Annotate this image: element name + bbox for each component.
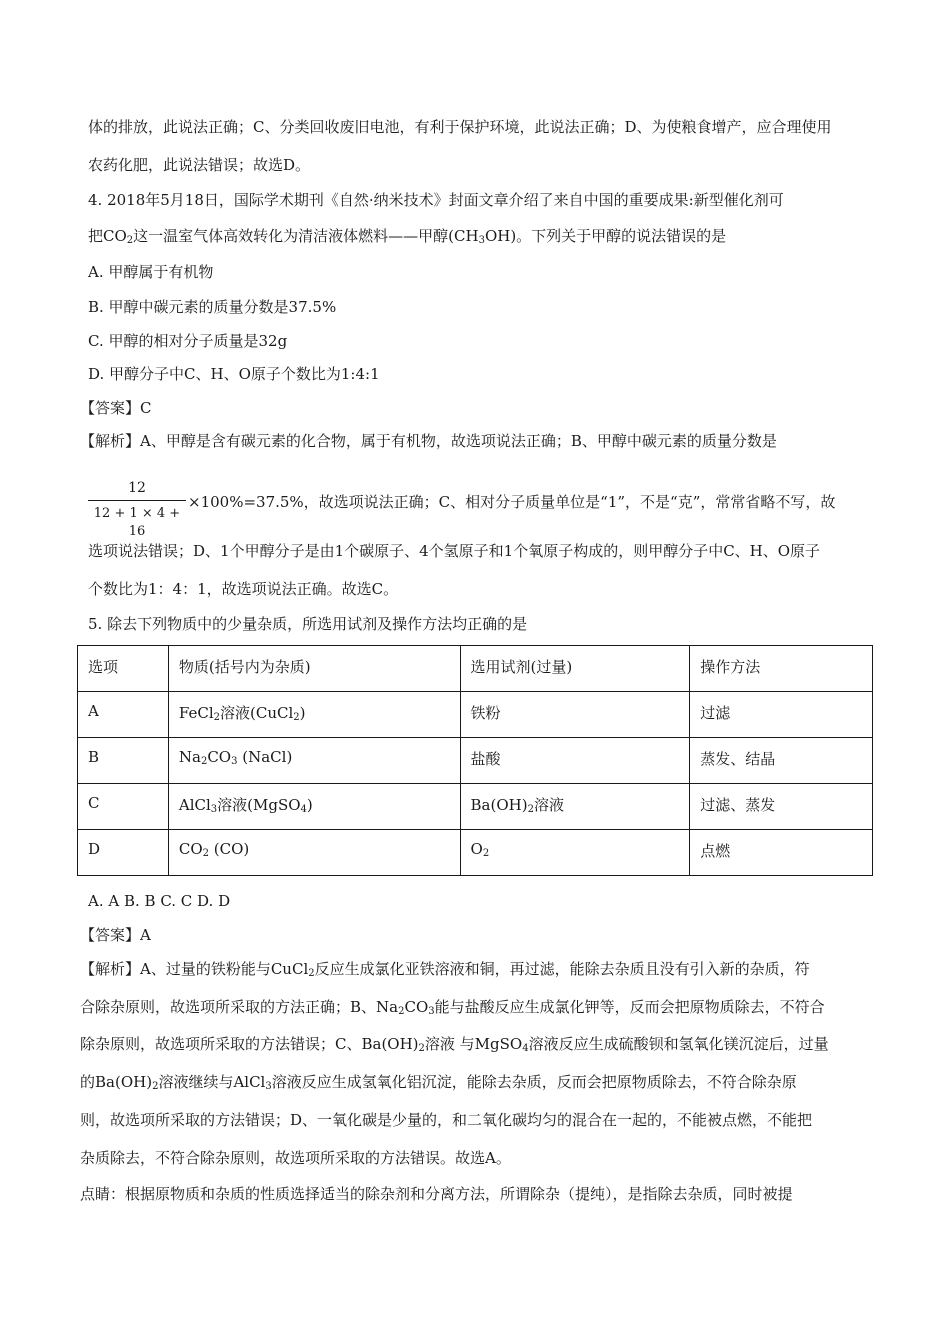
- table-row: [78, 784, 873, 830]
- table-cell: B: [78, 738, 169, 784]
- table-cell: D: [78, 830, 169, 876]
- answer-label: 【答案】C: [80, 399, 152, 417]
- option-b: B. 甲醇中碳元素的质量分数是37.5%: [88, 298, 337, 316]
- table-cell: 铁粉: [460, 692, 690, 738]
- text-line: 农药化肥，此说法错误；故选D。: [88, 156, 311, 174]
- table-header-cell: 物质(括号内为杂质): [168, 646, 460, 692]
- table-cell: $CO_2$ (CO): [168, 830, 460, 876]
- question-4-stem-2: 把$CO_2$这一温室气体高效转化为清洁液体燃料——甲醇$(CH_3OH)$。下列关于甲醇的说法错误的是: [88, 227, 727, 246]
- table-cell: C: [78, 784, 169, 830]
- table-cell: 点燃: [690, 830, 873, 876]
- table-cell: FeCl$_2$溶液(CuCl$_2$): [168, 692, 460, 738]
- table-cell: $Ba(OH)_2$溶液: [460, 784, 690, 830]
- table-cell: $Na_2CO_3$ (NaCl): [168, 738, 460, 784]
- fraction-numerator: 12: [128, 480, 146, 496]
- explanation-line: 选项说法错误；D、1个甲醇分子是由1个碳原子、4个氢原子和1个氧原子构成的，则甲醇分子中C、H、O原子: [88, 542, 821, 560]
- option-c: C. 甲醇的相对分子质量是32g: [88, 332, 288, 350]
- text-line: 体的排放，此说法正确；C、分类回收废旧电池，有利于保护环境，此说法正确；D、为使粮食增产，应合理使用: [88, 118, 832, 136]
- explanation-line: 杂质除去，不符合除杂原则，故选项所采取的方法错误。故选A。: [80, 1149, 511, 1167]
- question-5-stem: 5. 除去下列物质中的少量杂质，所选用试剂及操作方法均正确的是: [88, 615, 528, 633]
- explanation-line: 除杂原则，故选项所采取的方法错误；C、$Ba(OH)_2$溶液 与MgSO$_4$溶液反应生成硫酸钡和氢氧化镁沉淀后，过量: [80, 1035, 829, 1054]
- fraction-denominator: 12 + 1 × 4 + 16: [93, 506, 181, 539]
- q5-options: A. A B. B C. C D. D: [88, 892, 231, 910]
- table-row: [78, 830, 873, 876]
- options-table: [77, 645, 873, 876]
- table-cell: 过滤、蒸发: [690, 784, 873, 830]
- table-row: [78, 692, 873, 738]
- table-cell: 盐酸: [460, 738, 690, 784]
- table-cell: AlCl$_3$溶液(MgSO$_4$): [168, 784, 460, 830]
- fraction-bar: [88, 500, 186, 501]
- explanation-line: 【解析】A、过量的铁粉能与CuCl$_2$反应生成氯化亚铁溶液和铜，再过滤，能除去杂质且没有引入新的杂质，符: [80, 960, 810, 979]
- option-a: A. 甲醇属于有机物: [88, 263, 214, 281]
- explanation-line: 合除杂原则，故选项所采取的方法正确；B、$Na_2CO_3$能与盐酸反应生成氯化钾等，反而会把原物质除去，不符合: [80, 998, 825, 1017]
- question-4-stem: 4. 2018年5月18日，国际学术期刊《自然·纳米技术》封面文章介绍了来自中国的重要成果:新型催化剂可: [88, 191, 784, 209]
- answer-label: 【答案】A: [80, 926, 151, 944]
- table-header-row: [78, 646, 873, 692]
- explanation-line: ×100%=37.5%，故选项说法正确；C、相对分子质量单位是“1”，不是“克”，常常省略不写，故: [188, 493, 836, 511]
- explanation-line: 【解析】A、甲醇是含有碳元素的化合物，属于有机物，故选项说法正确；B、甲醇中碳元素的质量分数是: [80, 432, 777, 450]
- table-header-cell: 选用试剂(过量): [460, 646, 690, 692]
- explanation-line: 的$Ba(OH)_2$溶液继续与AlCl$_3$溶液反应生成氢氧化铝沉淀，能除去杂质，反而会把原物质除去，不符合除杂原: [80, 1073, 797, 1092]
- tip-line: 点睛：根据原物质和杂质的性质选择适当的除杂剂和分离方法，所谓除杂（提纯），是指除去杂质，同时被提: [80, 1185, 793, 1203]
- explanation-line: 则，故选项所采取的方法错误；D、一氧化碳是少量的，和二氧化碳均匀的混合在一起的，不能被点燃，不能把: [80, 1111, 813, 1129]
- table-cell: 蒸发、结晶: [690, 738, 873, 784]
- table-cell: A: [78, 692, 169, 738]
- table-row: [78, 738, 873, 784]
- table-cell: 过滤: [690, 692, 873, 738]
- explanation-line: 个数比为1：4：1，故选项说法正确。故选C。: [88, 580, 399, 598]
- table-header-cell: 操作方法: [690, 646, 873, 692]
- table-cell: $O_2$: [460, 830, 690, 876]
- table-header-cell: 选项: [78, 646, 169, 692]
- mass-fraction-formula: [88, 478, 186, 541]
- option-d: D. 甲醇分子中C、H、O原子个数比为1:4:1: [88, 365, 380, 383]
